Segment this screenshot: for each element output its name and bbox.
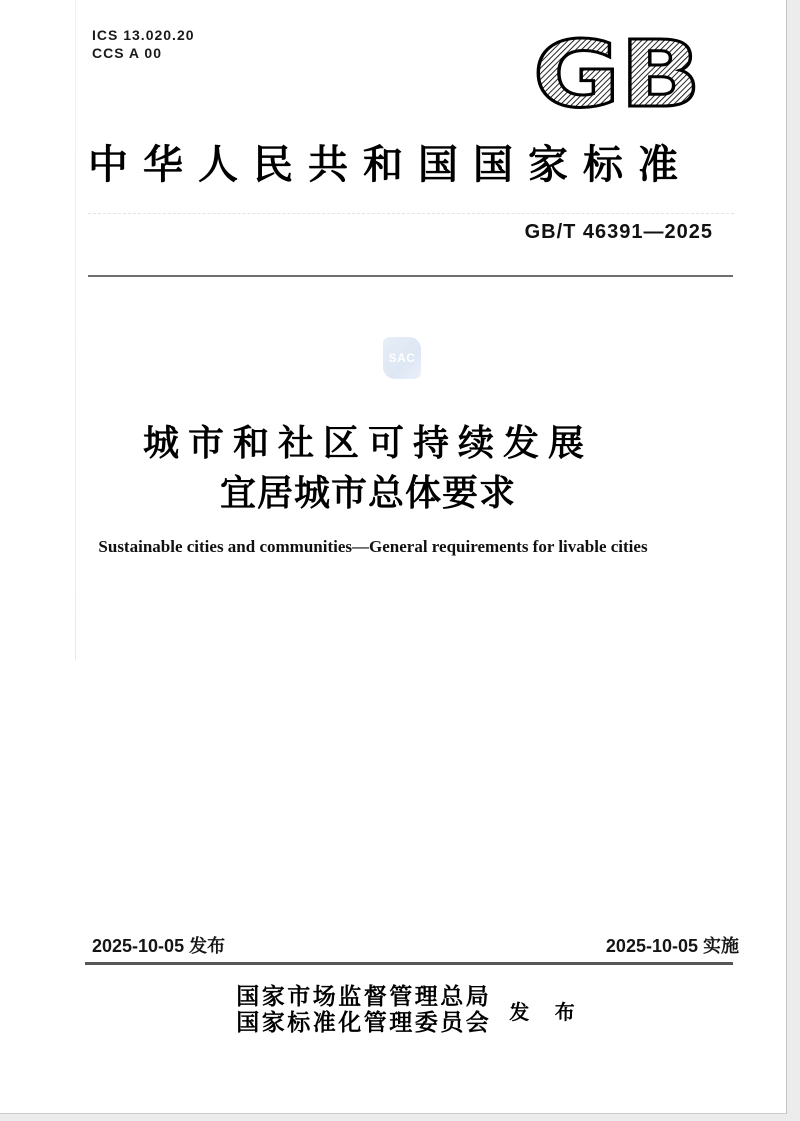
scan-artifact-vertical-line (75, 0, 76, 660)
document-title-line1: 城市和社区可持续发展 (142, 422, 593, 463)
document-title (0, 418, 786, 518)
national-standard-header: 中华人民共和国国家标准 (88, 142, 693, 187)
standard-number: GB/T 46391—2025 (524, 221, 713, 243)
issuer-names (236, 984, 491, 1036)
implementation-date: 2025-10-05 实施 (605, 936, 739, 956)
gb-logo-icon (533, 24, 705, 118)
ics-code: ICS 13.020.20 (92, 27, 195, 43)
footer-divider-rule (85, 962, 733, 965)
english-title: Sustainable cities and communities—General requirements for livable cities (98, 537, 648, 556)
issuer-line1: 国家市场监督管理总局 (236, 984, 492, 1009)
publish-label: 发 布 (509, 1001, 585, 1024)
ccs-code: CCS A 00 (92, 45, 162, 61)
dates-row (92, 934, 739, 958)
gb-logo-letters: GB (533, 24, 701, 118)
gb-logo (533, 24, 705, 118)
sac-watermark (383, 337, 421, 379)
document-title-line2: 宜居城市总体要求 (219, 472, 516, 513)
release-date: 2025-10-05 发布 (92, 936, 226, 956)
issuer-block (88, 984, 733, 1036)
sac-watermark-text: SAC (388, 351, 416, 365)
issuer-line2: 国家标准化管理委员会 (236, 1010, 492, 1035)
scan-artifact-dotted-line (88, 213, 734, 214)
header-divider-rule (88, 275, 733, 277)
classification-codes (92, 26, 195, 62)
